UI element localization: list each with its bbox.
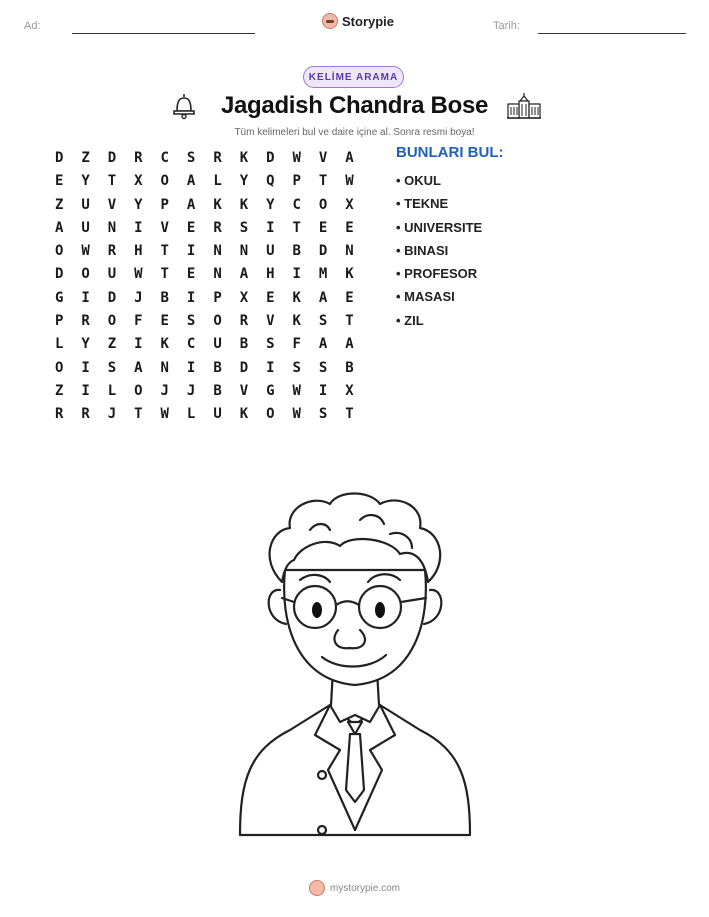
name-label: Ad: [24,20,41,32]
storypie-logo-icon [322,13,338,29]
grid-cell[interactable]: K [292,313,301,330]
grid-cell[interactable]: I [318,382,328,399]
grid-cell[interactable]: V [239,382,249,399]
storypie-logo-icon [309,880,325,896]
grid-cell[interactable]: Z [54,382,64,399]
grid-cell[interactable]: R [54,406,64,423]
grid-cell[interactable]: N [213,266,222,283]
grid-cell[interactable]: J [186,382,196,399]
grid-cell[interactable]: K [239,196,249,213]
grid-cell[interactable]: A [345,336,354,353]
footer-url[interactable]: mystorypie.com [329,882,400,894]
date-label: Tarih: [493,20,520,32]
grid-cell[interactable]: A [318,289,328,306]
grid-cell[interactable]: O [81,266,90,283]
grid-cell[interactable]: Y [134,196,143,213]
grid-cell[interactable]: W [81,243,90,260]
grid-cell[interactable]: E [318,219,328,236]
grid-cell[interactable]: O [318,196,328,213]
scientist-portrait-image [230,490,480,850]
word-list-item: • BINASI [396,242,449,258]
grid-cell[interactable]: S [186,150,196,166]
grid-cell[interactable]: Z [107,336,117,353]
grid-cell[interactable]: I [81,359,90,376]
grid-cell[interactable]: E [345,219,354,236]
grid-cell[interactable]: D [54,150,64,166]
grid-cell[interactable]: W [292,406,301,423]
grid-cell[interactable]: Y [81,173,90,190]
grid-cell[interactable]: A [186,196,196,213]
grid-cell[interactable]: P [213,289,222,306]
grid-cell[interactable]: W [134,266,143,283]
grid-cell[interactable]: F [134,313,143,330]
name-line [72,33,255,34]
grid-cell[interactable]: Y [239,173,249,190]
grid-cell[interactable]: S [186,313,196,330]
grid-cell[interactable]: E [54,173,64,190]
grid-cell[interactable]: Y [266,196,275,213]
grid-cell[interactable]: K [213,196,222,213]
grid-cell[interactable]: V [160,219,169,236]
grid-cell[interactable]: D [266,150,275,166]
grid-cell[interactable]: P [54,313,64,330]
grid-cell[interactable]: A [54,219,64,236]
grid-cell[interactable]: K [160,336,169,353]
letter-grid[interactable] [46,147,363,427]
grid-cell[interactable]: U [107,266,117,283]
grid-cell[interactable]: O [54,359,64,376]
grid-cell[interactable]: T [160,243,169,260]
grid-cell[interactable]: R [213,150,222,166]
grid-cell[interactable]: J [107,406,117,423]
grid-cell[interactable]: G [266,382,275,399]
grid-cell[interactable]: K [239,150,249,166]
grid-cell[interactable]: A [134,359,143,376]
grid-cell[interactable]: A [345,150,354,166]
brand-name: Storypie [342,13,395,29]
grid-cell[interactable]: O [213,313,222,330]
grid-cell[interactable]: I [186,359,196,376]
grid-cell[interactable]: R [81,313,90,330]
grid-cell[interactable]: B [213,359,222,376]
grid-cell[interactable]: T [160,266,169,283]
grid-cell[interactable]: U [213,336,222,353]
page-title: Jagadish Chandra Bose [220,92,489,119]
grid-cell[interactable]: R [134,150,143,166]
grid-cell[interactable]: T [292,219,301,236]
grid-cell[interactable]: S [318,359,328,376]
grid-cell[interactable]: I [266,359,275,376]
grid-cell[interactable]: S [318,406,328,423]
grid-cell[interactable]: B [160,289,169,306]
grid-cell[interactable]: D [54,266,64,283]
grid-cell[interactable]: E [186,266,196,283]
grid-cell[interactable]: V [318,150,328,166]
grid-cell[interactable]: R [239,313,249,330]
grid-cell[interactable]: T [318,173,328,190]
grid-cell[interactable]: R [213,219,222,236]
grid-cell[interactable]: N [107,219,117,236]
word-list-item: • PROFESOR [396,266,478,282]
grid-cell[interactable]: U [266,243,275,260]
word-list-item: • MASASI [396,289,455,305]
grid-cell[interactable]: B [213,382,222,399]
grid-cell[interactable]: S [318,313,328,330]
grid-cell[interactable]: Z [81,150,90,166]
grid-cell[interactable]: J [134,289,143,306]
grid-cell[interactable]: R [81,406,90,423]
grid-cell[interactable]: K [345,266,354,283]
grid-cell[interactable]: D [318,243,328,260]
grid-cell[interactable]: I [81,382,90,399]
grid-cell[interactable]: H [134,243,143,260]
grid-cell[interactable]: V [266,313,275,330]
grid-cell[interactable]: W [292,150,301,166]
grid-cell[interactable]: J [160,382,169,399]
grid-cell[interactable]: X [134,173,143,190]
grid-cell[interactable]: Q [266,173,275,190]
grid-cell[interactable]: U [81,196,90,213]
grid-cell[interactable]: D [107,289,117,306]
grid-cell[interactable]: N [345,243,354,260]
grid-cell[interactable]: L [213,173,222,190]
grid-cell[interactable]: I [292,266,301,283]
university-building-icon [506,92,542,120]
grid-cell[interactable]: N [213,243,222,260]
grid-cell[interactable]: I [81,289,90,306]
grid-cell[interactable]: M [318,266,328,283]
grid-cell[interactable]: N [160,359,169,376]
grid-cell[interactable]: B [239,336,249,353]
grid-cell[interactable]: T [345,406,354,423]
grid-cell[interactable]: A [239,266,249,283]
grid-cell[interactable]: T [345,313,354,330]
grid-cell[interactable]: X [239,289,249,306]
grid-cell[interactable]: S [266,336,275,353]
grid-cell[interactable]: D [239,359,249,376]
grid-cell[interactable]: B [345,359,354,376]
instructions: Tüm kelimeleri bul ve daire içine al. Sonra resmi boya! [234,127,475,138]
grid-cell[interactable]: K [239,406,249,423]
grid-cell[interactable]: E [266,289,275,306]
grid-cell[interactable]: V [107,196,117,213]
grid-cell[interactable]: E [345,289,354,306]
grid-cell[interactable]: P [160,196,169,213]
grid-cell[interactable]: O [160,173,169,190]
grid-cell[interactable]: L [54,336,64,353]
brand-logo [322,13,394,29]
grid-cell[interactable]: O [107,313,117,330]
grid-cell[interactable]: H [266,266,275,283]
grid-cell[interactable]: C [292,196,301,213]
grid-cell[interactable]: T [134,406,143,423]
grid-cell[interactable]: E [160,313,169,330]
grid-cell[interactable]: B [292,243,301,260]
word-search-badge: KELİME ARAMA [303,66,404,88]
word-list-item: • TEKNE [396,196,449,212]
grid-cell[interactable]: U [81,219,90,236]
word-list-item: • OKUL [396,173,441,188]
word-list-item: • UNIVERSITE [396,219,483,235]
grid-cell[interactable]: A [318,336,328,353]
grid-cell[interactable]: G [54,289,64,306]
grid-cell[interactable]: N [239,243,249,260]
grid-cell[interactable]: E [186,219,196,236]
grid-cell[interactable]: L [186,406,196,423]
grid-cell[interactable]: A [186,173,196,190]
grid-cell[interactable]: O [266,406,275,423]
grid-cell[interactable]: W [160,406,169,423]
grid-cell[interactable]: X [345,196,354,213]
grid-cell[interactable]: I [134,336,143,353]
grid-cell[interactable]: I [134,219,143,236]
grid-cell[interactable]: I [266,219,275,236]
grid-cell[interactable]: C [186,336,196,353]
grid-cell[interactable]: S [239,219,249,236]
footer [0,880,709,896]
grid-cell[interactable]: O [134,382,143,399]
grid-cell[interactable]: D [107,150,117,166]
grid-cell[interactable]: Z [54,196,64,213]
grid-cell[interactable]: R [107,243,117,260]
grid-cell[interactable]: C [160,150,169,166]
grid-cell[interactable]: I [186,243,196,260]
grid-cell[interactable]: W [345,173,354,190]
grid-cell[interactable]: S [292,359,301,376]
grid-cell[interactable]: S [107,359,117,376]
grid-cell[interactable]: P [292,173,301,190]
grid-cell[interactable]: W [292,382,301,399]
grid-cell[interactable]: F [292,336,301,353]
grid-cell[interactable]: Y [81,336,90,353]
grid-cell[interactable]: L [107,382,117,399]
grid-cell[interactable]: U [213,406,222,423]
grid-cell[interactable]: T [107,173,117,190]
grid-cell[interactable]: K [292,289,301,306]
find-list-title: BUNLARI BUL: [396,144,504,161]
grid-cell[interactable]: I [186,289,196,306]
date-line [538,33,686,34]
word-list-item: • ZIL [396,312,424,328]
grid-cell[interactable]: O [54,243,64,260]
grid-cell[interactable]: X [345,382,354,399]
word-list [396,171,482,334]
